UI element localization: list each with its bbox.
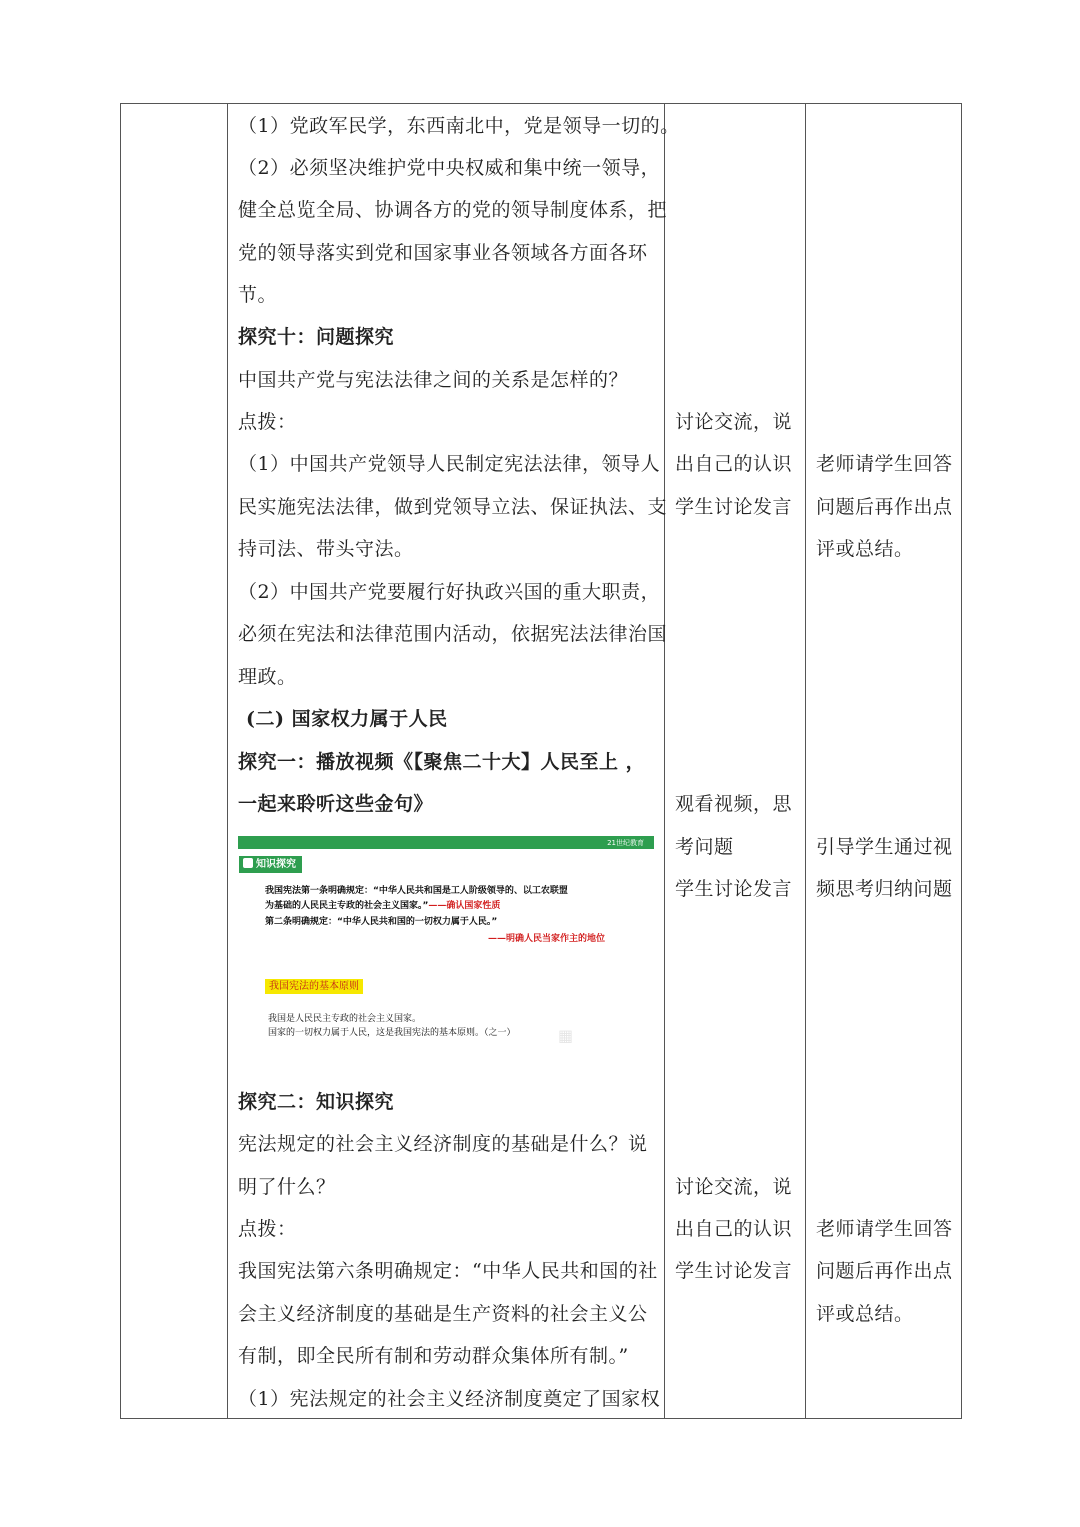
slide-logo: 21世纪教育 — [607, 839, 644, 847]
section-heading: 探究二：知识探究 — [238, 1091, 395, 1113]
slide-text — [265, 900, 500, 912]
column-divider-1 — [227, 103, 228, 1419]
activity-line: 学生讨论发言 — [675, 496, 793, 518]
section-heading: (二) 国家权力属于人民 — [246, 708, 448, 730]
content-line: （1）中国共产党领导人民制定宪法法律，领导人 — [238, 453, 661, 475]
content-line: 宪法规定的社会主义经济制度的基础是什么？说 — [238, 1133, 648, 1155]
note-line: 问题后再作出点 — [816, 1260, 953, 1282]
column-divider-2 — [664, 103, 665, 1419]
activity-line: 考问题 — [675, 836, 734, 858]
slide-note: ——确认国家性质 — [428, 901, 501, 911]
content-line: 理政。 — [238, 666, 297, 688]
content-line: （2）中国共产党要履行好执政兴国的重大职责， — [238, 581, 661, 603]
slide-principle-label: 我国宪法的基本原则 — [265, 979, 363, 994]
note-line: 评或总结。 — [816, 538, 914, 560]
note-line: 频思考归纳问题 — [816, 878, 953, 900]
note-line: 引导学生通过视 — [816, 836, 953, 858]
content-line: 健全总览全局、协调各方的党的领导制度体系，把 — [238, 199, 668, 221]
activity-line: 学生讨论发言 — [675, 878, 793, 900]
content-line: 必须在宪法和法律范围内活动，依据宪法法律治国 — [238, 623, 668, 645]
slide-note: ——明确人民当家作主的地位 — [488, 934, 606, 944]
content-line: 节。 — [238, 284, 278, 306]
slide-watermark: ▦ — [558, 1026, 574, 1045]
activity-line: 出自己的认识 — [675, 453, 793, 475]
content-line: 中国共产党与宪法法律之间的关系是怎样的？ — [238, 369, 629, 391]
content-line: （1）党政军民学，东西南北中，党是领导一切的。 — [238, 115, 680, 137]
activity-line: 讨论交流，说 — [675, 1176, 793, 1198]
activity-line: 讨论交流，说 — [675, 411, 793, 433]
content-line: 我国宪法第六条明确规定：“中华人民共和国的社 — [238, 1260, 658, 1282]
content-line: 党的领导落实到党和国家事业各领域各方面各环 — [238, 242, 648, 264]
content-line: 民实施宪法法律，做到党领导立法、保证执法、支 — [238, 496, 668, 518]
content-line: 明了什么？ — [238, 1176, 336, 1198]
activity-line: 观看视频，思 — [675, 793, 793, 815]
section-heading: 探究一：播放视频《【聚焦二十大】人民至上 ， — [238, 751, 646, 773]
content-line: 点拨： — [238, 411, 297, 433]
section-heading: 探究十：问题探究 — [238, 326, 395, 348]
activity-line: 出自己的认识 — [675, 1218, 793, 1240]
slide-image — [238, 836, 654, 1058]
slide-text: 我国是人民民主专政的社会主义国家。 — [268, 1014, 422, 1024]
content-line: （1）宪法规定的社会主义经济制度奠定了国家权 — [238, 1388, 661, 1410]
note-line: 问题后再作出点 — [816, 496, 953, 518]
section-heading: 一起来聆听这些金句》 — [238, 793, 434, 815]
note-line: 老师请学生回答 — [816, 1218, 953, 1240]
slide-text: 我国宪法第一条明确规定：“中华人民共和国是工人阶级领导的、以工农联盟 — [265, 886, 568, 896]
slide-header-bar — [238, 836, 654, 849]
content-line: 会主义经济制度的基础是生产资料的社会主义公 — [238, 1303, 648, 1325]
content-line: 持司法、带头守法。 — [238, 538, 414, 560]
slide-text: 第二条明确规定：“中华人民共和国的一切权力属于人民。” — [265, 917, 498, 927]
activity-line: 学生讨论发言 — [675, 1260, 793, 1282]
slide-tag — [239, 856, 302, 873]
slide-tag-label: 知识探究 — [256, 859, 296, 870]
content-line: （2）必须坚决维护党中央权威和集中统一领导， — [238, 157, 661, 179]
runner-icon — [243, 858, 253, 868]
slide-text-part: 为基础的人民民主专政的社会主义国家。” — [265, 901, 429, 911]
note-line: 评或总结。 — [816, 1303, 914, 1325]
column-divider-3 — [805, 103, 806, 1419]
note-line: 老师请学生回答 — [816, 453, 953, 475]
slide-text: 国家的一切权力属于人民，这是我国宪法的基本原则。（之一） — [268, 1028, 516, 1038]
content-line: 有制，即全民所有制和劳动群众集体所有制。” — [238, 1345, 629, 1367]
content-line: 点拨： — [238, 1218, 297, 1240]
